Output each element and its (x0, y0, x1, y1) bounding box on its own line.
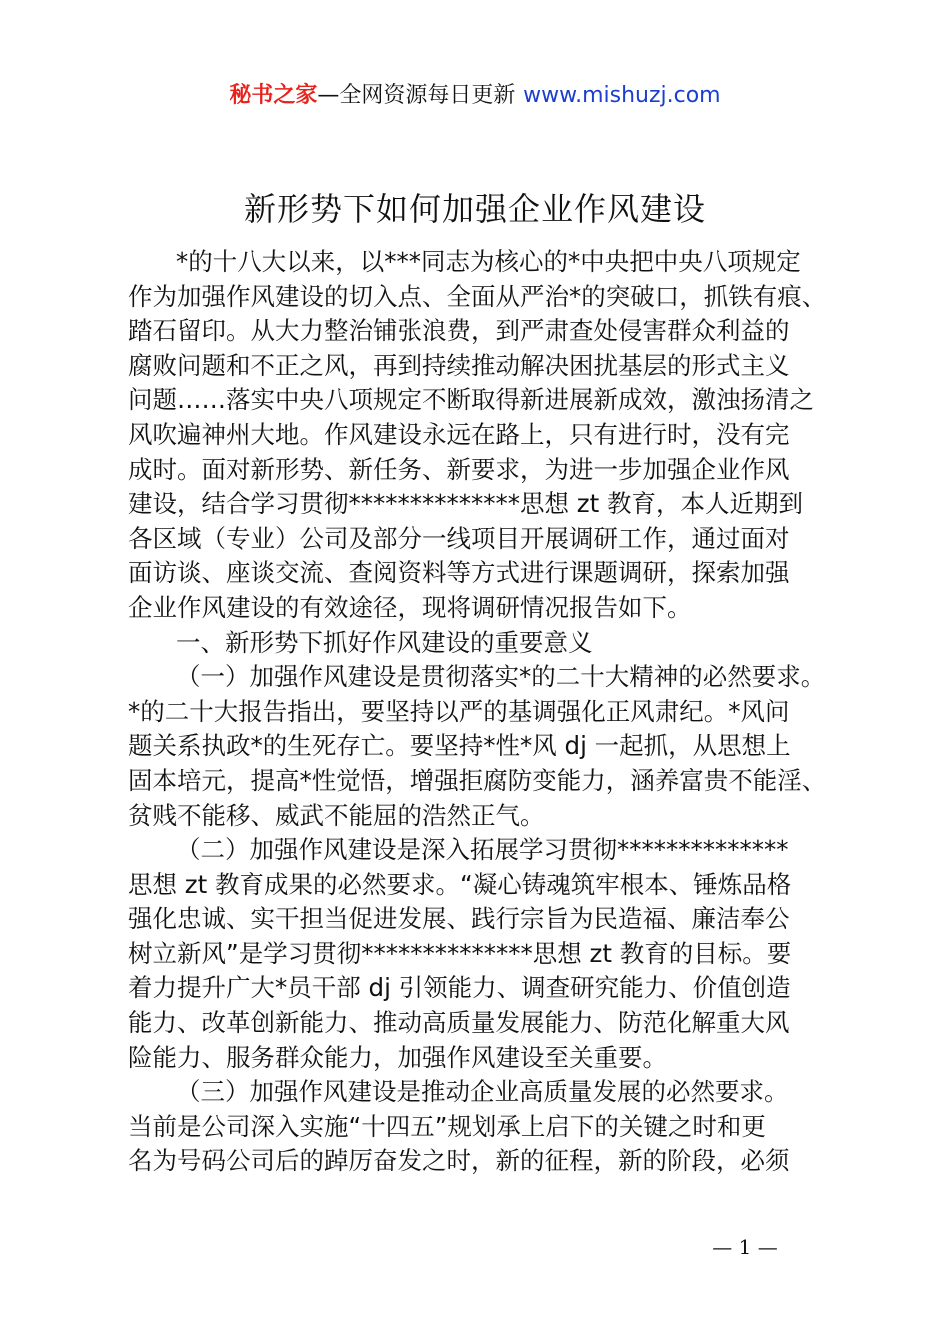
text-line: 腐败问题和不正之风，再到持续推动解决困扰基层的形式主义 (128, 350, 790, 380)
text-line: 名为号码公司后的踔厉奋发之时，新的征程，新的阶段，必须 (128, 1146, 790, 1176)
text-line: 贫贱不能移、威武不能屈的浩然正气。 (128, 800, 545, 830)
text-line: 树立新风”是学习贯彻**************思想 zt 教育的目标。要 (128, 938, 792, 968)
text-line: 风吹遍神州大地。作风建设永远在路上，只有进行时，没有完 (128, 419, 790, 449)
banner-brand: 秘书之家 (229, 83, 318, 108)
text-line: （二）加强作风建设是深入拓展学习贯彻************** (176, 835, 789, 865)
text-line: 题关系执政*的生死存亡。要坚持*性*风 dj 一起抓，从思想上 (128, 731, 791, 761)
document-title: 新形势下如何加强企业作风建设 (243, 190, 706, 228)
text-line: （三）加强作风建设是推动企业高质量发展的必然要求。 (176, 1077, 789, 1107)
text-line: 着力提升广大*员干部 dj 引领能力、调查研究能力、价值创造 (128, 973, 791, 1003)
text-line: 思想 zt 教育成果的必然要求。“凝心铸魂筑牢根本、锤炼品格 (128, 869, 792, 899)
site-banner (0, 80, 950, 112)
text-line: 建设，结合学习贯彻**************思想 zt 教育，本人近期到 (128, 489, 804, 519)
text-line: （一）加强作风建设是贯彻落实*的二十大精神的必然要求。 (176, 662, 826, 692)
text-line: 能力、改革创新能力、推动高质量发展能力、防范化解重大风 (128, 1008, 790, 1038)
text-line: 面访谈、座谈交流、查阅资料等方式进行课题调研，探索加强 (128, 558, 790, 588)
document-body (128, 245, 840, 1179)
text-line: *的十八大以来，以***同志为核心的*中央把中央八项规定 (176, 247, 801, 276)
text-line: 当前是公司深入实施“十四五”规划承上启下的关键之时和更 (128, 1111, 766, 1141)
text-line: 险能力、服务群众能力，加强作风建设至关重要。 (128, 1042, 667, 1072)
banner-dash: — (317, 83, 340, 108)
text-line: 固本培元，提高*性觉悟，增强拒腐防变能力，涵养富贵不能淫、 (128, 765, 827, 795)
text-line: 各区域（专业）公司及部分一线项目开展调研工作，通过面对 (128, 523, 790, 553)
text-line: 一、新形势下抓好作风建设的重要意义 (176, 627, 593, 657)
banner-tagline: 全网资源每日更新 (339, 83, 516, 108)
text-line: 踏石留印。从大力整治铺张浪费，到严肃查处侵害群众利益的 (128, 316, 790, 346)
text-line: 问题……落实中央八项规定不断取得新进展新成效，激浊扬清之 (128, 385, 814, 415)
text-line: 强化忠诚、实干担当促进发展、践行宗旨为民造福、廉洁奉公 (128, 904, 790, 934)
page-number: — 1 — (712, 1235, 778, 1259)
text-line: 成时。面对新形势、新任务、新要求，为进一步加强企业作风 (128, 454, 790, 484)
text-line: 作为加强作风建设的切入点、全面从严治*的突破口，抓铁有痕、 (128, 281, 827, 311)
text-line: 企业作风建设的有效途径，现将调研情况报告如下。 (128, 592, 692, 622)
text-line: *的二十大报告指出，要坚持以严的基调强化正风肃纪。*风问 (128, 696, 790, 726)
banner-url-link[interactable]: www.mishuzj.com (523, 83, 721, 108)
